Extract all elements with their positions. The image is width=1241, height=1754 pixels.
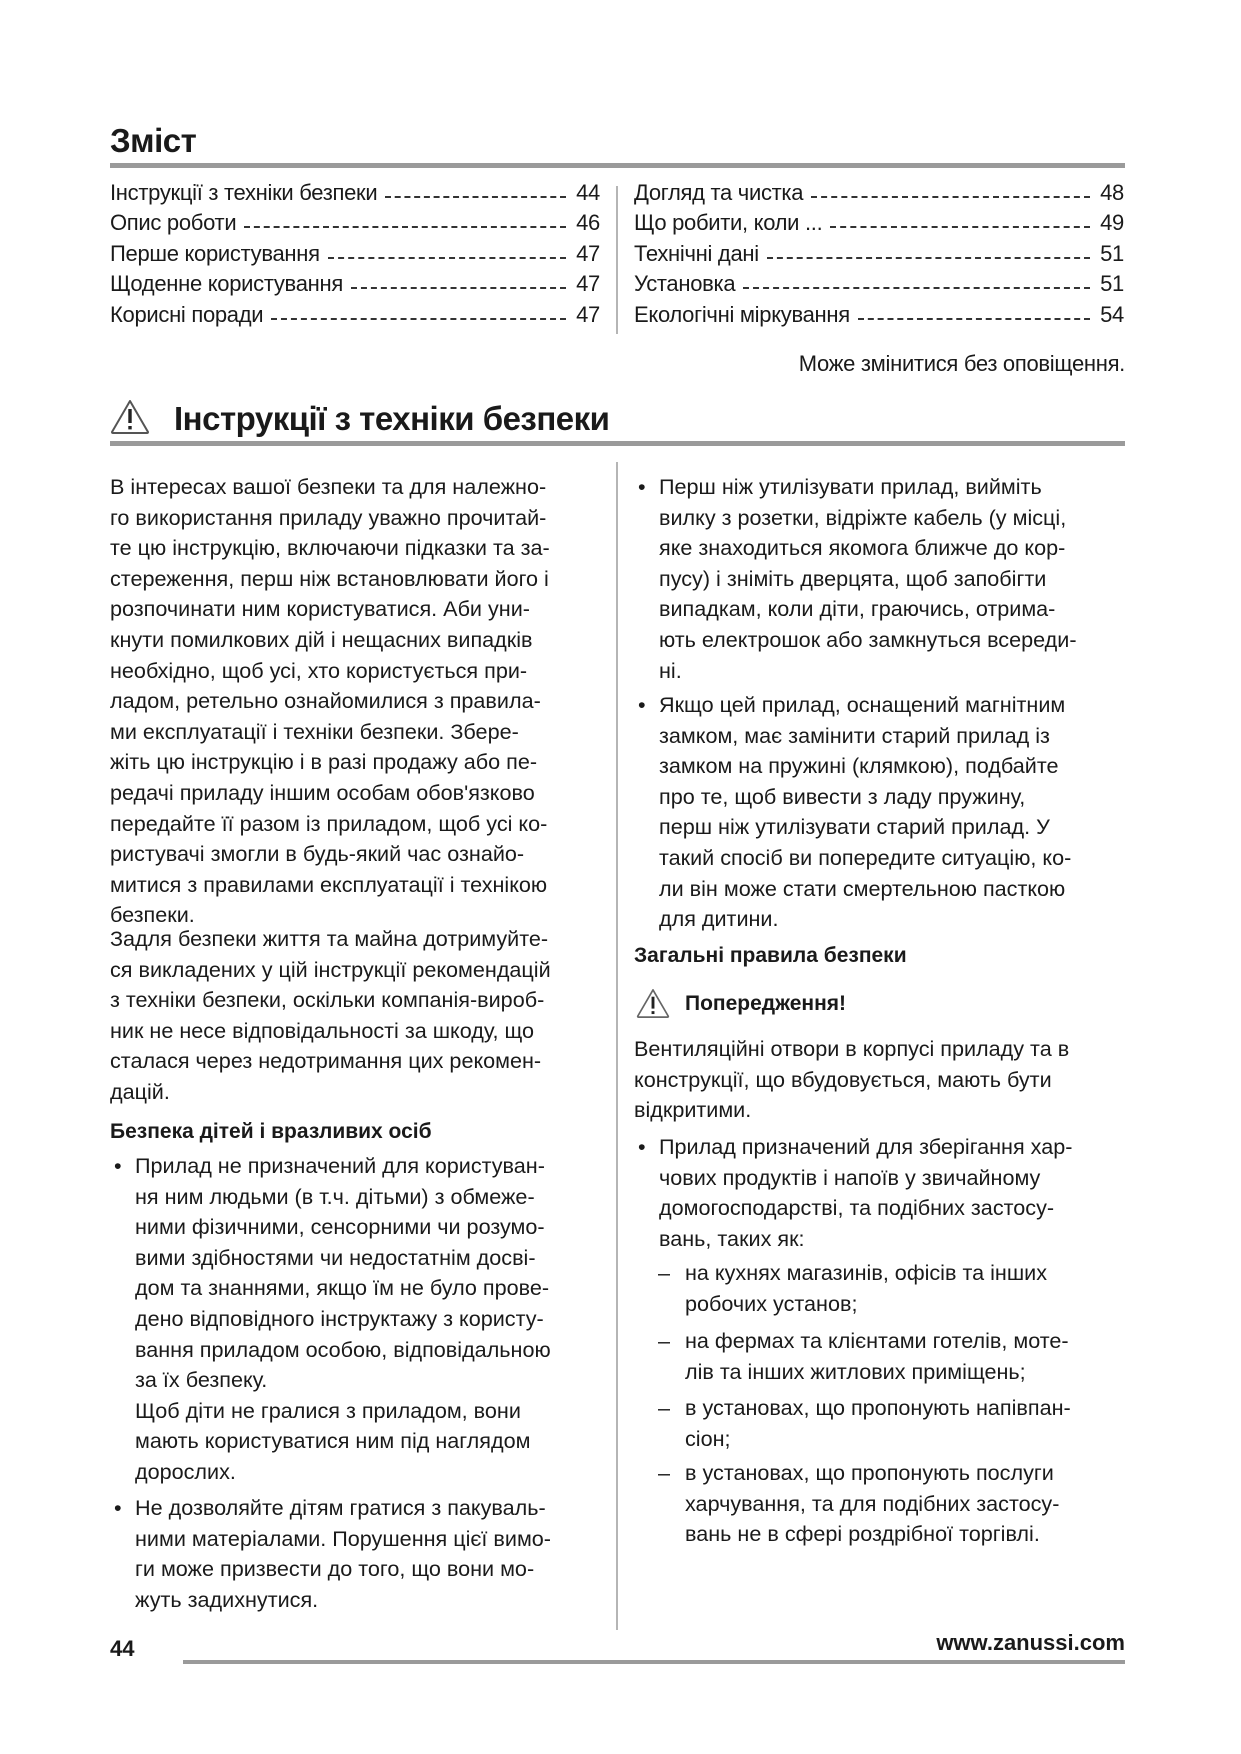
bullet-item bbox=[135, 1493, 551, 1615]
toc-entry[interactable] bbox=[634, 241, 1124, 271]
text-line: вання приладом особою, відповідальною bbox=[135, 1336, 551, 1362]
toc-entry[interactable] bbox=[634, 210, 1124, 240]
footer-divider bbox=[183, 1660, 1125, 1664]
toc-entry[interactable] bbox=[110, 210, 600, 240]
text-line: ги може призвести до того, що вони мо- bbox=[135, 1556, 535, 1582]
sub-item bbox=[685, 1458, 1059, 1550]
divider bbox=[110, 441, 1125, 446]
toc-right-column bbox=[634, 180, 1124, 332]
text-line: ладом, ретельно ознайомилися з правила- bbox=[110, 688, 541, 714]
general-safety-heading: Загальні правила безпеки bbox=[634, 944, 907, 967]
text-line: Прилад не призначений для користуван- bbox=[135, 1153, 545, 1178]
text-line: в установах, що пропонують напівпан- bbox=[685, 1395, 1071, 1420]
text-line: Якщо цей прилад, оснащений магнітним bbox=[659, 692, 1066, 717]
toc-entry-page: 49 bbox=[1100, 210, 1124, 236]
text-line: ристувачі змогли в будь-який час ознайо- bbox=[110, 841, 525, 867]
toc-entry-page: 54 bbox=[1100, 301, 1124, 327]
toc-entry[interactable] bbox=[110, 302, 600, 332]
text-line: вань, таких як: bbox=[659, 1225, 805, 1251]
bullet-item bbox=[659, 690, 1071, 935]
text-line: замком, має замінити старий прилад із bbox=[659, 722, 1050, 748]
text-line: замком на пружині (клямкою), подбайте bbox=[659, 753, 1059, 779]
toc-entry[interactable] bbox=[634, 302, 1124, 332]
text-line: за їх безпеку. bbox=[135, 1367, 268, 1393]
text-line: ють електрошок або замкнуться всереди- bbox=[659, 626, 1077, 652]
toc-leader bbox=[743, 287, 1090, 289]
text-line: Прилад призначений для зберігання хар- bbox=[659, 1134, 1073, 1159]
text-line: в установах, що пропонують послуги bbox=[685, 1460, 1054, 1485]
toc-leader bbox=[385, 196, 566, 198]
bullet-marker: • bbox=[638, 692, 646, 717]
warning-label: Попередження! bbox=[685, 992, 847, 1015]
text-line: митися з правилами експлуатації і технікою bbox=[110, 871, 548, 897]
text-line: Щоб діти не гралися з приладом, вони bbox=[135, 1397, 521, 1423]
text-line: такий спосіб ви попередите ситуацію, ко- bbox=[659, 844, 1072, 870]
text-line: випадкам, коли діти, граючись, отрима- bbox=[659, 596, 1056, 622]
toc-entry-page: 47 bbox=[576, 240, 600, 266]
text-line: передайте її разом із приладом, щоб усі ко- bbox=[110, 810, 548, 836]
text-line: стереження, перш ніж встановлювати його і bbox=[110, 565, 549, 591]
toc-entry-page: 48 bbox=[1100, 180, 1124, 205]
change-notice: Може змінитися без оповіщення. bbox=[798, 351, 1125, 376]
page-number: 44 bbox=[110, 1636, 135, 1661]
warning-icon bbox=[636, 988, 670, 1019]
bullet-item bbox=[659, 1132, 1072, 1254]
bullet-marker: • bbox=[638, 1134, 646, 1159]
text-line: лів та інших житлових приміщень; bbox=[685, 1358, 1026, 1384]
toc-entry-page: 47 bbox=[576, 271, 600, 297]
intro-paragraph bbox=[110, 472, 550, 931]
text-line: вилку з розетки, відріжте кабель (у місці, bbox=[659, 504, 1067, 530]
text-line: безпеки. bbox=[110, 902, 195, 928]
text-line: яке знаходиться якомога ближче до кор- bbox=[659, 535, 1066, 561]
column-divider bbox=[616, 186, 618, 334]
text-line: сіон; bbox=[685, 1425, 731, 1451]
toc-entry-label: Щоденне користування bbox=[110, 271, 343, 297]
toc-entry-page: 51 bbox=[1100, 240, 1124, 266]
text-line: те цю інструкцію, включаючи підказки та за- bbox=[110, 535, 550, 561]
text-line: дом та знаннями, якщо їм не було прове- bbox=[135, 1275, 550, 1301]
toc-entry[interactable] bbox=[110, 271, 600, 301]
dash-marker: – bbox=[658, 1328, 671, 1353]
toc-entry-label: Екологічні міркування bbox=[634, 301, 850, 327]
text-line: дено відповідного інструктажу з користу- bbox=[135, 1305, 544, 1331]
text-line: ні. bbox=[659, 657, 682, 683]
text-line: домогосподарстві, та подібних застосу- bbox=[659, 1195, 1055, 1221]
toc-entry-label: Перше користування bbox=[110, 240, 320, 266]
warning-icon bbox=[110, 399, 150, 435]
text-line: робочих установ; bbox=[685, 1290, 858, 1316]
bullet-item bbox=[659, 472, 1077, 686]
text-line: ник не несе відповідальності за шкоду, що bbox=[110, 1017, 535, 1043]
toc-entry-label: Установка bbox=[634, 271, 736, 297]
toc-title: Зміст bbox=[110, 122, 197, 159]
toc-leader bbox=[830, 226, 1090, 228]
toc-entry[interactable] bbox=[634, 271, 1124, 301]
text-line: Перш ніж утилізувати прилад, вийміть bbox=[659, 474, 1042, 499]
text-line: ся викладених у цій інструкції рекомендацій bbox=[110, 956, 551, 982]
toc-entry-page: 44 bbox=[576, 180, 600, 205]
text-line: на фермах та клієнтами готелів, моте- bbox=[685, 1328, 1069, 1353]
toc-leader bbox=[811, 196, 1090, 198]
column-divider bbox=[616, 462, 618, 1630]
text-line: ними матеріалами. Порушення цієї вимо- bbox=[135, 1525, 551, 1551]
toc-entry-page: 47 bbox=[576, 301, 600, 327]
liability-paragraph bbox=[110, 924, 551, 1108]
sub-item bbox=[685, 1393, 1071, 1454]
text-line: Вентиляційні отвори в корпусі приладу та в bbox=[634, 1036, 1070, 1061]
dash-marker: – bbox=[658, 1260, 671, 1285]
section-title: Інструкції з техніки безпеки bbox=[174, 400, 610, 437]
text-line: го використання приладу уважно прочитай- bbox=[110, 504, 547, 530]
text-line: перш ніж утилізувати старий прилад. У bbox=[659, 814, 1050, 840]
warning-text bbox=[634, 1034, 1069, 1126]
sub-item bbox=[685, 1258, 1047, 1319]
toc-entry[interactable] bbox=[110, 180, 600, 210]
toc-entry-label: Інструкції з техніки безпеки bbox=[110, 180, 378, 205]
text-line: ня ним людьми (в т.ч. дітьми) з обмеже- bbox=[135, 1183, 535, 1209]
text-line: дорослих. bbox=[135, 1458, 236, 1484]
toc-entry-page: 46 bbox=[576, 210, 600, 236]
text-line: для дитини. bbox=[659, 906, 779, 932]
text-line: дацій. bbox=[110, 1078, 170, 1104]
toc-leader bbox=[244, 226, 566, 228]
toc-entry-label: Що робити, коли ... bbox=[634, 210, 823, 236]
toc-entry-label: Корисні поради bbox=[110, 301, 264, 327]
dash-marker: – bbox=[658, 1395, 671, 1420]
toc-left-column bbox=[110, 180, 600, 332]
text-line: про те, щоб вивести з ладу пружину, bbox=[659, 783, 1026, 809]
text-line: редачі приладу іншим особам обов'язково bbox=[110, 779, 535, 805]
text-line: пусу) і зніміть дверцята, щоб запобігти bbox=[659, 565, 1047, 591]
bullet-marker: • bbox=[114, 1153, 122, 1178]
toc-entry-label: Опис роботи bbox=[110, 210, 237, 236]
toc-entry[interactable] bbox=[110, 241, 600, 271]
text-line: жуть задихнутися. bbox=[135, 1586, 319, 1612]
text-line: необхідно, щоб усі, хто користується при- bbox=[110, 657, 528, 683]
text-line: з техніки безпеки, оскільки компанія-вироб- bbox=[110, 987, 545, 1013]
text-line: харчування, та для подібних застосу- bbox=[685, 1490, 1060, 1516]
text-line: вань не в сфері роздрібної торгівлі. bbox=[685, 1521, 1040, 1547]
text-line: чових продуктів і напоїв у звичайному bbox=[659, 1164, 1041, 1190]
sub-item bbox=[685, 1326, 1069, 1387]
text-line: ми експлуатації і техніки безпеки. Збере- bbox=[110, 718, 519, 744]
text-line: конструкції, що вбудовується, мають бути bbox=[634, 1066, 1052, 1092]
divider bbox=[110, 163, 1125, 168]
text-line: Задля безпеки життя та майна дотримуйте- bbox=[110, 926, 549, 951]
children-safety-heading: Безпека дітей і вразливих осіб bbox=[110, 1120, 432, 1143]
text-line: вими здібностями чи недостатнім досві- bbox=[135, 1244, 536, 1270]
toc-leader bbox=[328, 257, 566, 259]
text-line: ли він може стати смертельною пасткою bbox=[659, 875, 1066, 901]
text-line: ними фізичними, сенсорними чи розумо- bbox=[135, 1214, 545, 1240]
toc-leader bbox=[858, 318, 1090, 320]
text-line: жіть цю інструкцію і в разі продажу або пе- bbox=[110, 749, 538, 775]
bullet-marker: • bbox=[114, 1495, 122, 1520]
text-line: на кухнях магазинів, офісів та інших bbox=[685, 1260, 1048, 1285]
text-line: сталася через недотримання цих рекомен- bbox=[110, 1048, 542, 1074]
text-line: розпочинати ним користуватися. Аби уни- bbox=[110, 596, 530, 622]
bullet-marker: • bbox=[638, 474, 646, 499]
text-line: Не дозволяйте дітям гратися з пакуваль- bbox=[135, 1495, 546, 1520]
toc-leader bbox=[351, 287, 566, 289]
text-line: мають користуватися ним під наглядом bbox=[135, 1428, 531, 1454]
text-line: кнути помилкових дій і нещасних випадків bbox=[110, 626, 533, 652]
text-line: відкритими. bbox=[634, 1097, 752, 1123]
toc-leader bbox=[767, 257, 1090, 259]
toc-entry[interactable] bbox=[634, 180, 1124, 210]
bullet-item bbox=[135, 1151, 551, 1488]
toc-entry-label: Технічні дані bbox=[634, 240, 759, 266]
website-link[interactable]: www.zanussi.com bbox=[936, 1630, 1125, 1655]
toc-leader bbox=[271, 318, 566, 320]
dash-marker: – bbox=[658, 1460, 671, 1485]
toc-entry-label: Догляд та чистка bbox=[634, 180, 804, 205]
text-line: В інтересах вашої безпеки та для належно- bbox=[110, 474, 547, 499]
toc-entry-page: 51 bbox=[1100, 271, 1124, 297]
